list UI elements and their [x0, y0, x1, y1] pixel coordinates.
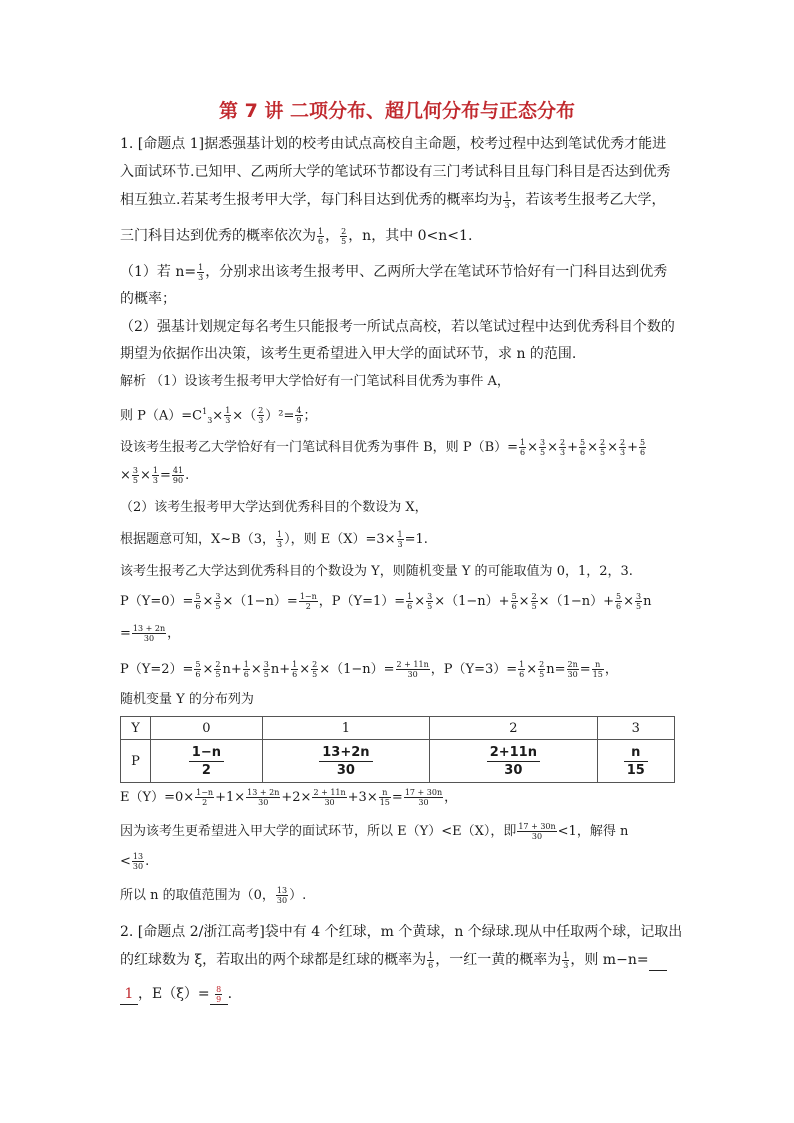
q1-part-2-cont: 期望为依据作出决策，该考生更希望进入甲大学的面试环节，求 n 的范围. [120, 346, 577, 362]
table-cell: $\frac{1-n}{2}$ [151, 740, 263, 783]
solution-line-9: P（Y=2）= $\frac{5}{6}$ × $\frac{2}{5}$ n+ $\frac{1}{6}$ × $\frac{3}{5}$ n+ $\frac{1}{6}$ × $\frac{2}{5}$ ×（1−n）= $\frac{2 + 11n}{30}$ ，P（Y=3）= $\frac{1}{6}$ × $\frac{2}{5}$ n= $\frac{2n}{30}$ = $\frac{n}{15}$ ， [120, 660, 618, 679]
solution-line-10: 随机变量 Y 的分布列为 [120, 692, 254, 707]
table-cell: Y [121, 717, 151, 740]
solution-line-4: （2）该考生报考甲大学达到优秀科目的个数设为 X， [120, 500, 428, 515]
q1-part-1: （1）若 n= $\frac{1}{3}$ ，分别求出该考生报考甲、乙两所大学在笔试环节恰好有一门科目达到优秀 [120, 262, 668, 282]
q2-line-1: 2. [命题点 2/浙江高考]袋中有 4 个红球，m 个黄球，n 个绿球.现从中任取两个球，记取出 [120, 924, 683, 940]
q1-line-2: 入面试环节.已知甲、乙两所大学的笔试环节都设有三门考试科目且每门科目是否达到优秀 [120, 164, 671, 180]
q1-line-3: 相互独立.若某考生报考甲大学，每门科目达到优秀的概率均为 $\frac{1}{3}$ ，若该考生报考乙大学， [120, 190, 666, 210]
solution-line-11: E（Y）=0× $\frac{1-n}{2}$ +1× $\frac{13 + 2n}{30}$ +2× $\frac{2 + 11n}{30}$ +3× $\frac{n}{15}$ = $\frac{17 + 30n}{30}$ ， [120, 788, 458, 807]
table-cell: 1 [262, 717, 429, 740]
answer-blank-2: $\frac{8}{9}$ [210, 984, 228, 1005]
page-title: 第 7 讲 二项分布、超几何分布与正态分布 [218, 100, 576, 122]
table-cell: 3 [597, 717, 674, 740]
solution-line-3-cont: × $\frac{3}{5}$ × $\frac{1}{3}$ = $\frac{41}{90}$ . [120, 466, 190, 485]
answer-blank-1: 1 [120, 984, 138, 1005]
table-cell: P [121, 740, 151, 783]
table-cell: $\frac{n}{15}$ [597, 740, 674, 783]
table-cell: 0 [151, 717, 263, 740]
distribution-table [120, 716, 675, 783]
solution-line-2: 则 $P(A)=C^1_3\times$ $\frac{1}{3}$ ×（ $\frac{2}{3}$ ）²= $\frac{4}{9}$ ； [120, 406, 317, 426]
solution-line-1: 解析 （1）设该考生报考甲大学恰好有一门笔试科目优秀为事件 A， [120, 374, 510, 389]
table-row [121, 740, 675, 783]
q2-line-2: 的红球数为 ξ，若取出的两个球都是红球的概率为 $\frac{1}{6}$ ，一红一黄的概率为 $\frac{1}{3}$ ，则 m−n= [120, 950, 667, 971]
q1-part-2: （2）强基计划规定每名考生只能报考一所试点高校，若以笔试过程中达到优秀科目个数的 [120, 319, 675, 335]
table-row [121, 717, 675, 740]
solution-line-13: < $\frac{13}{30}$ . [120, 852, 150, 871]
q1-line-4: 三门科目达到优秀的概率依次为 $\frac{1}{6}$ ， $\frac{2}{5}$ ，n，其中 0<n<1. [120, 226, 473, 246]
table-cell: $\frac{13+2n}{30}$ [262, 740, 429, 783]
q2-line-3: 1 ，E（ξ）= $\frac{8}{9}$ . [120, 984, 232, 1005]
q1-part-1-cont: 的概率； [120, 291, 176, 307]
solution-line-12: 因为该考生更希望进入甲大学的面试环节，所以 E（Y）<E（X），即 $\frac{17 + 30n}{30}$ <1，解得 n [120, 822, 629, 841]
q1-line-1: 1. [命题点 1]据悉强基计划的校考由试点高校自主命题，校考过程中达到笔试优秀才能进 [120, 136, 667, 152]
solution-line-5: 根据题意可知，X~B（3， $\frac{1}{3}$ ），则 E（X）=3× $\frac{1}{3}$ =1. [120, 530, 428, 549]
table-cell: 2 [430, 717, 597, 740]
solution-line-8: = $\frac{13 + 2n}{30}$ ， [120, 624, 181, 643]
solution-line-6: 该考生报考乙大学达到优秀科目的个数设为 Y，则随机变量 Y 的可能取值为 0，1，2，3. [120, 564, 633, 579]
solution-line-3: 设该考生报考乙大学恰好有一门笔试科目优秀为事件 B，则 P（B）= $\frac{1}{6}$ × $\frac{3}{5}$ × $\frac{2}{3}$ + $\frac{5}{6}$ × $\frac{2}{5}$ × $\frac{2}{3}$ + $\frac{5}{6}$ [120, 438, 646, 457]
solution-line-14: 所以 n 的取值范围为（0， $\frac{13}{30}$ ）. [120, 886, 307, 905]
solution-line-7: P（Y=0）= $\frac{5}{6}$ × $\frac{3}{5}$ ×（1−n）= $\frac{1-n}{2}$ ，P（Y=1）= $\frac{1}{6}$ × $\frac{3}{5}$ ×（1−n）+ $\frac{5}{6}$ × $\frac{2}{5}$ ×（1−n）+ $\frac{5}{6}$ × $\frac{3}{5}$ n [120, 592, 652, 611]
table-cell: $\frac{2+11n}{30}$ [430, 740, 597, 783]
